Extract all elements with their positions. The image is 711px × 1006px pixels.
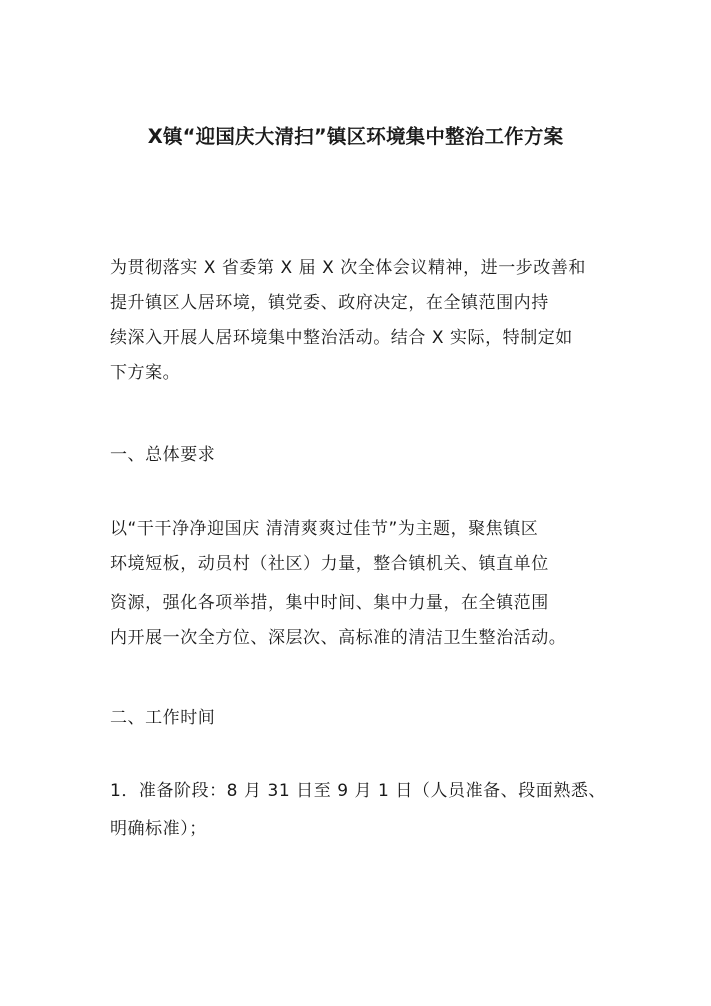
- section-2-heading: 二、工作时间: [110, 708, 216, 728]
- section-1-line-1: 以“干干净净迎国庆 清清爽爽过佳节”为主题，聚焦镇区: [110, 519, 539, 539]
- section-1-line-2: 环境短板，动员村（社区）力量，整合镇机关、镇直单位: [110, 554, 549, 574]
- section-1-line-3: 资源，强化各项举措，集中时间、集中力量，在全镇范围: [110, 593, 549, 613]
- section-1-line-4: 内开展一次全方位、深层次、高标准的清洁卫生整治活动。: [110, 628, 567, 648]
- document-title: X镇“迎国庆大清扫”镇区环境集中整治工作方案: [147, 125, 564, 148]
- section-1-heading: 一、总体要求: [110, 445, 216, 465]
- intro-line-3: 续深入开展人居环境集中整治活动。结合 X 实际，特制定如: [110, 328, 573, 348]
- section-2-item-1-line-2: 明确标准）；: [110, 819, 207, 839]
- section-2-item-1-line-1: 1．准备阶段：8 月 31 日至 9 月 1 日（人员准备、段面熟悉、: [110, 781, 606, 801]
- intro-line-4: 下方案。: [110, 363, 181, 383]
- intro-line-2: 提升镇区人居环境，镇党委、政府决定，在全镇范围内持: [110, 293, 549, 313]
- intro-line-1: 为贯彻落实 X 省委第 X 届 X 次全体会议精神，进一步改善和: [110, 258, 586, 278]
